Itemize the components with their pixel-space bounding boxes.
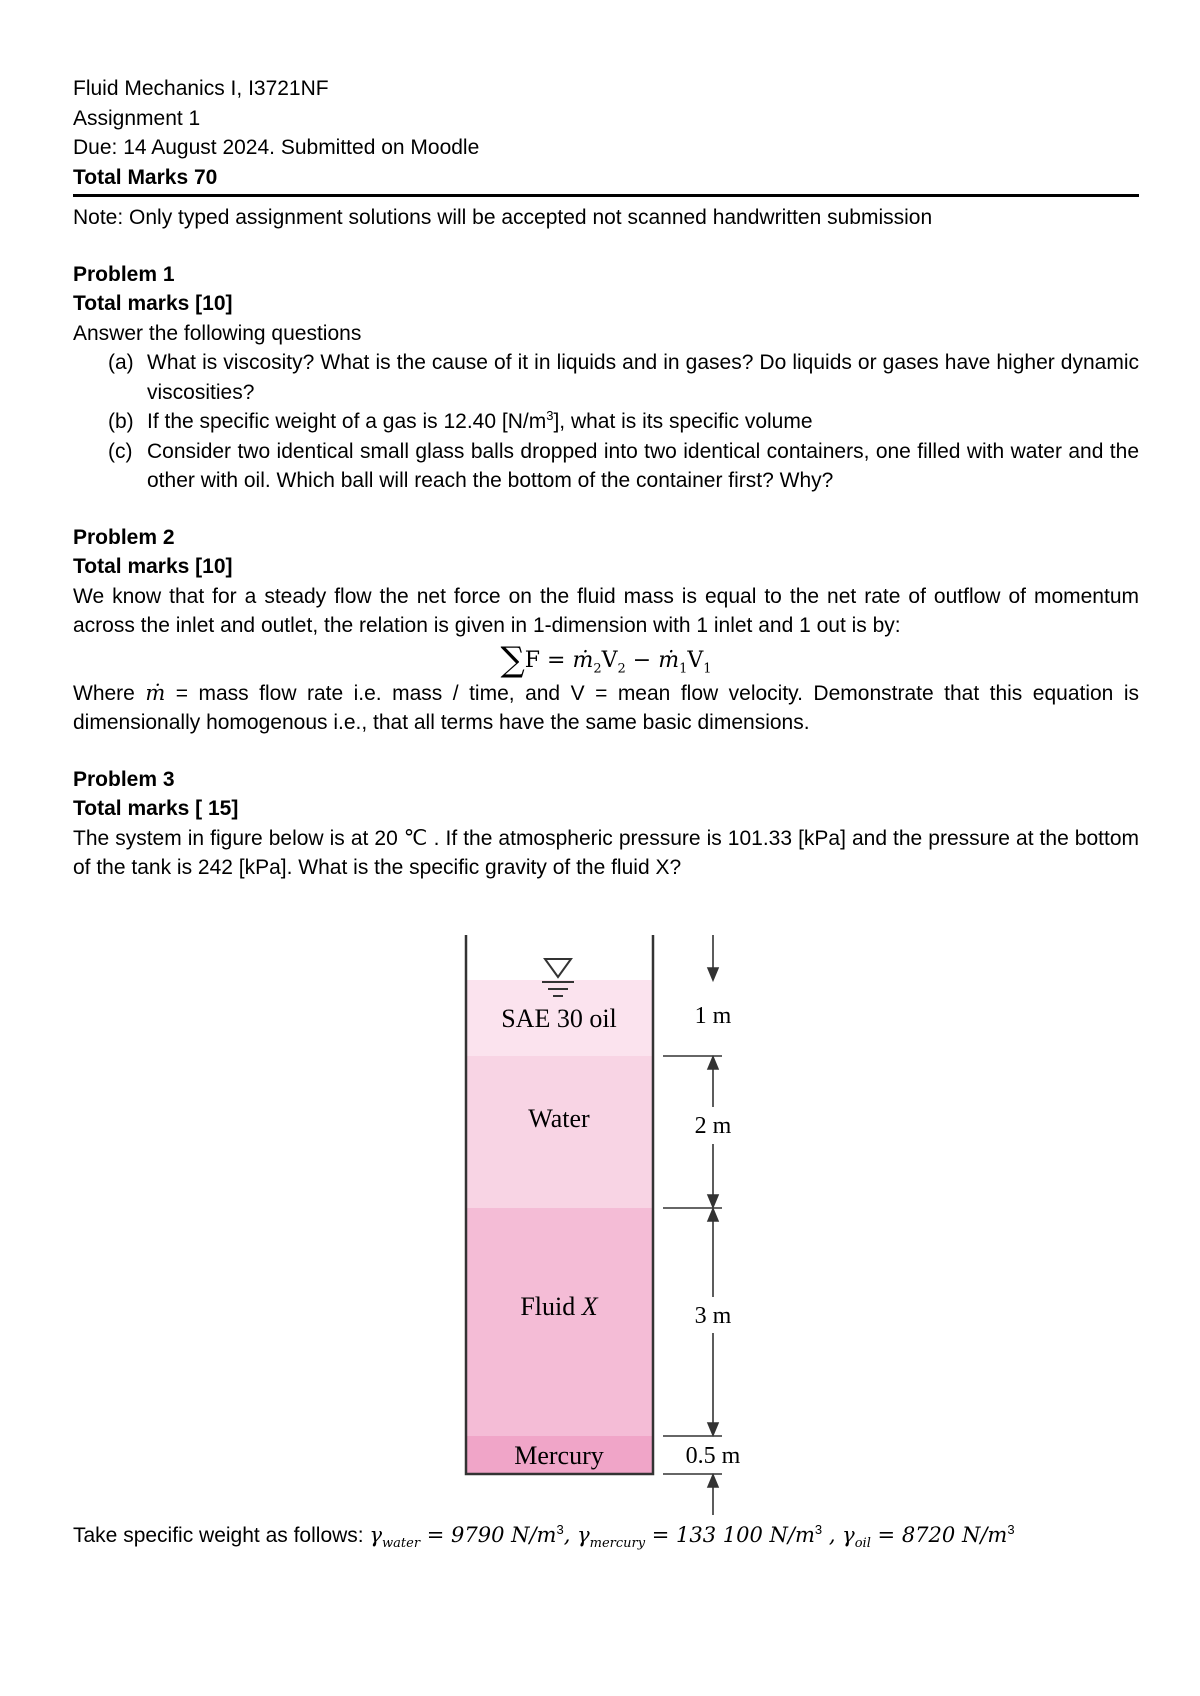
- problem3-marks: Total marks [ 15]: [73, 797, 239, 820]
- problem2-title: Problem 2: [73, 525, 175, 549]
- question-c: [73, 437, 1139, 496]
- problem3-text: The system in figure below is at 20 ℃ . If the atmospheric pressure is 101.33 [kPa] and the pressure at the bottom of the tank is 242 [kPa]. What is the specific gravity of the fluid X?: [73, 826, 1139, 879]
- layer-label-fluid-x: Fluid X: [520, 1292, 598, 1321]
- dim-label-water: 2 m: [694, 1113, 732, 1139]
- header-rule: [73, 194, 1139, 197]
- dim-label-mercury: 0.5 m: [685, 1443, 741, 1469]
- due-date: Due: 14 August 2024. Submitted on Moodle: [73, 136, 480, 159]
- tank-figure: [460, 935, 760, 1515]
- question-text: Consider two identical small glass balls dropped into two identical containers, one filled with water and the other with oil. Which ball will reach the bottom of the container first? Why?: [147, 439, 1139, 492]
- momentum-equation: $\sum F = ṁ_2V_2$ − $ṁ_1V_1$: [500, 639, 712, 680]
- submission-note: Note: Only typed assignment solutions will be accepted not scanned handwritten submission: [73, 206, 933, 229]
- problem1-intro: Answer the following questions: [73, 321, 362, 345]
- document-page: [73, 74, 1139, 883]
- problem2-text: We know that for a steady flow the net force on the fluid mass is equal to the net rate of outflow of momentum across the inlet and outlet, the relation is given in 1-dimension with 1 inlet and 1 out is by:: [73, 584, 1139, 637]
- question-text: What is viscosity? What is the cause of it in liquids and in gases? Do liquids or gases have higher dynamic viscosities?: [147, 351, 1139, 404]
- fluid-x-layer: [466, 1208, 653, 1436]
- layer-label-oil: SAE 30 oil: [501, 1004, 617, 1033]
- problem1-questions: [73, 348, 1139, 496]
- question-label: (a): [108, 351, 134, 374]
- question-label: (c): [108, 439, 133, 463]
- problem1-marks: Total marks [10]: [73, 292, 233, 315]
- problem2-marks: Total marks [10]: [73, 555, 233, 578]
- question-b: [73, 407, 1139, 437]
- total-marks: Total Marks 70: [73, 165, 218, 189]
- problem3-title: Problem 3: [73, 767, 175, 791]
- dim-label-fluid-x: 3 m: [694, 1303, 732, 1329]
- assignment-title: Assignment 1: [73, 106, 201, 130]
- problem1-title: Problem 1: [73, 262, 175, 286]
- dim-label-oil: 1 m: [694, 1003, 732, 1029]
- specific-weights: Take specific weight as follows: $\gamma_{water} = 9790$ $N/m^3$, $\gamma_{mercury} = 133$ 100 $N/m^3$ , $\gamma_{oil} = 8720$ $N/m^3$: [73, 1522, 1015, 1552]
- question-a: [73, 348, 1139, 407]
- question-text: If the specific weight of a gas is 12.40 $[N/m^3]$, what is its specific volume: [147, 408, 813, 433]
- course-title: Fluid Mechanics I, I3721NF: [73, 77, 329, 100]
- problem2-where: Where ṁ = mass flow rate i.e. mass / time, and V = mean flow velocity. Demonstrate that this equation is dimensionally homogenous i.e., that all terms have the same basic dimensions.: [73, 680, 1140, 734]
- layer-label-water: Water: [528, 1104, 590, 1133]
- question-label: (b): [108, 410, 134, 433]
- layer-label-mercury: Mercury: [514, 1441, 604, 1470]
